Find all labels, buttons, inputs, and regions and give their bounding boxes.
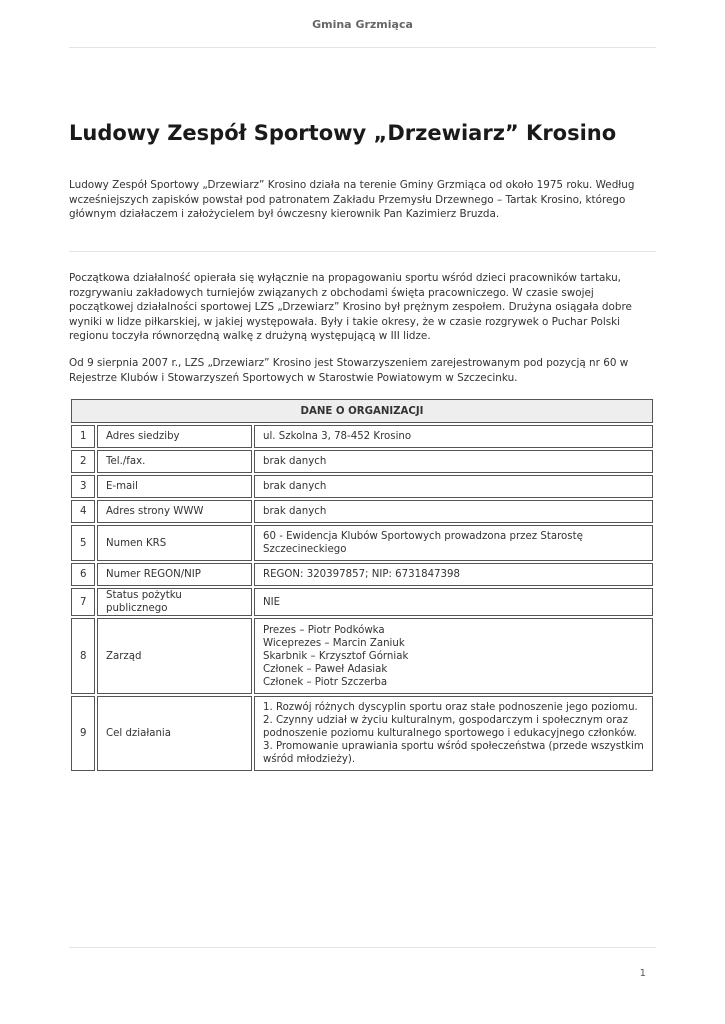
site-header-title: Gmina Grzmiąca [312, 18, 413, 31]
row-label: E-mail [97, 475, 252, 498]
row-value: brak danych [254, 500, 653, 523]
row-value: ul. Szkolna 3, 78-452 Krosino [254, 425, 653, 448]
row-number: 2 [71, 450, 95, 473]
table-row [71, 618, 653, 694]
row-label: Zarząd [97, 618, 252, 694]
header-divider [69, 47, 656, 48]
registration-paragraph: Od 9 sierpnia 2007 r., LZS „Drzewiarz” Krosino jest Stowarzyszeniem zarejestrowanym pod pozycją nr 60 w Rejestrze Klubów i Stowarzyszeń Sportowych w Starostwie Powiatowym w Szczecinku. [69, 357, 629, 384]
page-title: Ludowy Zespół Sportowy „Drzewiarz” Krosino [69, 121, 617, 145]
table-header: DANE O ORGANIZACJI [71, 399, 653, 423]
row-label: Adres strony WWW [97, 500, 252, 523]
row-label: Tel./fax. [97, 450, 252, 473]
row-number: 5 [71, 525, 95, 561]
organization-data-table [69, 397, 655, 773]
row-value: brak danych [254, 450, 653, 473]
row-value: REGON: 320397857; NIP: 6731847398 [254, 563, 653, 586]
table-row [71, 450, 653, 473]
table-row [71, 500, 653, 523]
table-row [71, 588, 653, 616]
row-value: 60 - Ewidencja Klubów Sportowych prowadzona przez Starostę Szczecineckiego [254, 525, 653, 561]
row-number: 8 [71, 618, 95, 694]
table-row [71, 525, 653, 561]
row-number: 3 [71, 475, 95, 498]
row-number: 7 [71, 588, 95, 616]
section-divider [69, 251, 656, 252]
row-label: Numer REGON/NIP [97, 563, 252, 586]
row-value: 1. Rozwój różnych dyscyplin sportu oraz stałe podnoszenie jego poziomu. 2. Czynny udział w życiu kulturalnym, gospodarczym i społecznym oraz podnoszenie poziomu kulturalnego sportowego i edukacyjnego członków. 3. Promowanie uprawiania sportu wśród społeczeństwa (przede wszystkim wśród młodzieży). [254, 696, 653, 771]
row-number: 6 [71, 563, 95, 586]
row-value: NIE [254, 588, 653, 616]
row-label: Cel działania [97, 696, 252, 771]
table-row [71, 563, 653, 586]
row-label: Numen KRS [97, 525, 252, 561]
row-number: 4 [71, 500, 95, 523]
footer-divider [69, 947, 656, 948]
row-value: brak danych [254, 475, 653, 498]
row-value: Prezes – Piotr Podkówka Wiceprezes – Marcin Zaniuk Skarbnik – Krzysztof Górniak Członek – Paweł Adasiak Członek – Piotr Szczerba [254, 618, 653, 694]
history-paragraph: Początkowa działalność opierała się wyłącznie na propagowaniu sportu wśród dzieci pracowników tartaku, rozgrywaniu zakładowych turniejów związanych z obchodami święta pracowniczego. W czasie swojej początkowej działalności sportowej LZS „Drzewiarz” Krosino był prężnym zespołem. Drużyna osiągała dobre wyniki w lidze piłkarskiej, w jakiej występowała. Były i takie okresy, że w czasie rozgrywek o Puchar Polski regionu toczyła równorzędną walkę z drużyną występującą w III lidze. [69, 272, 632, 343]
row-number: 9 [71, 696, 95, 771]
page-number: 1 [639, 968, 646, 979]
row-number: 1 [71, 425, 95, 448]
table-row [71, 696, 653, 771]
row-label: Adres siedziby [97, 425, 252, 448]
table-row [71, 425, 653, 448]
intro-paragraph: Ludowy Zespół Sportowy „Drzewiarz” Krosino działa na terenie Gminy Grzmiąca od około 1975 roku. Według wcześniejszych zapisków powstał pod patronatem Zakładu Przemysłu Drzewnego – Tartak Krosino, którego głównym działaczem i założycielem był ówczesny kierownik Pan Kazimierz Bruzda. [69, 179, 635, 221]
row-label: Status pożytku publicznego [97, 588, 252, 616]
table-row [71, 475, 653, 498]
